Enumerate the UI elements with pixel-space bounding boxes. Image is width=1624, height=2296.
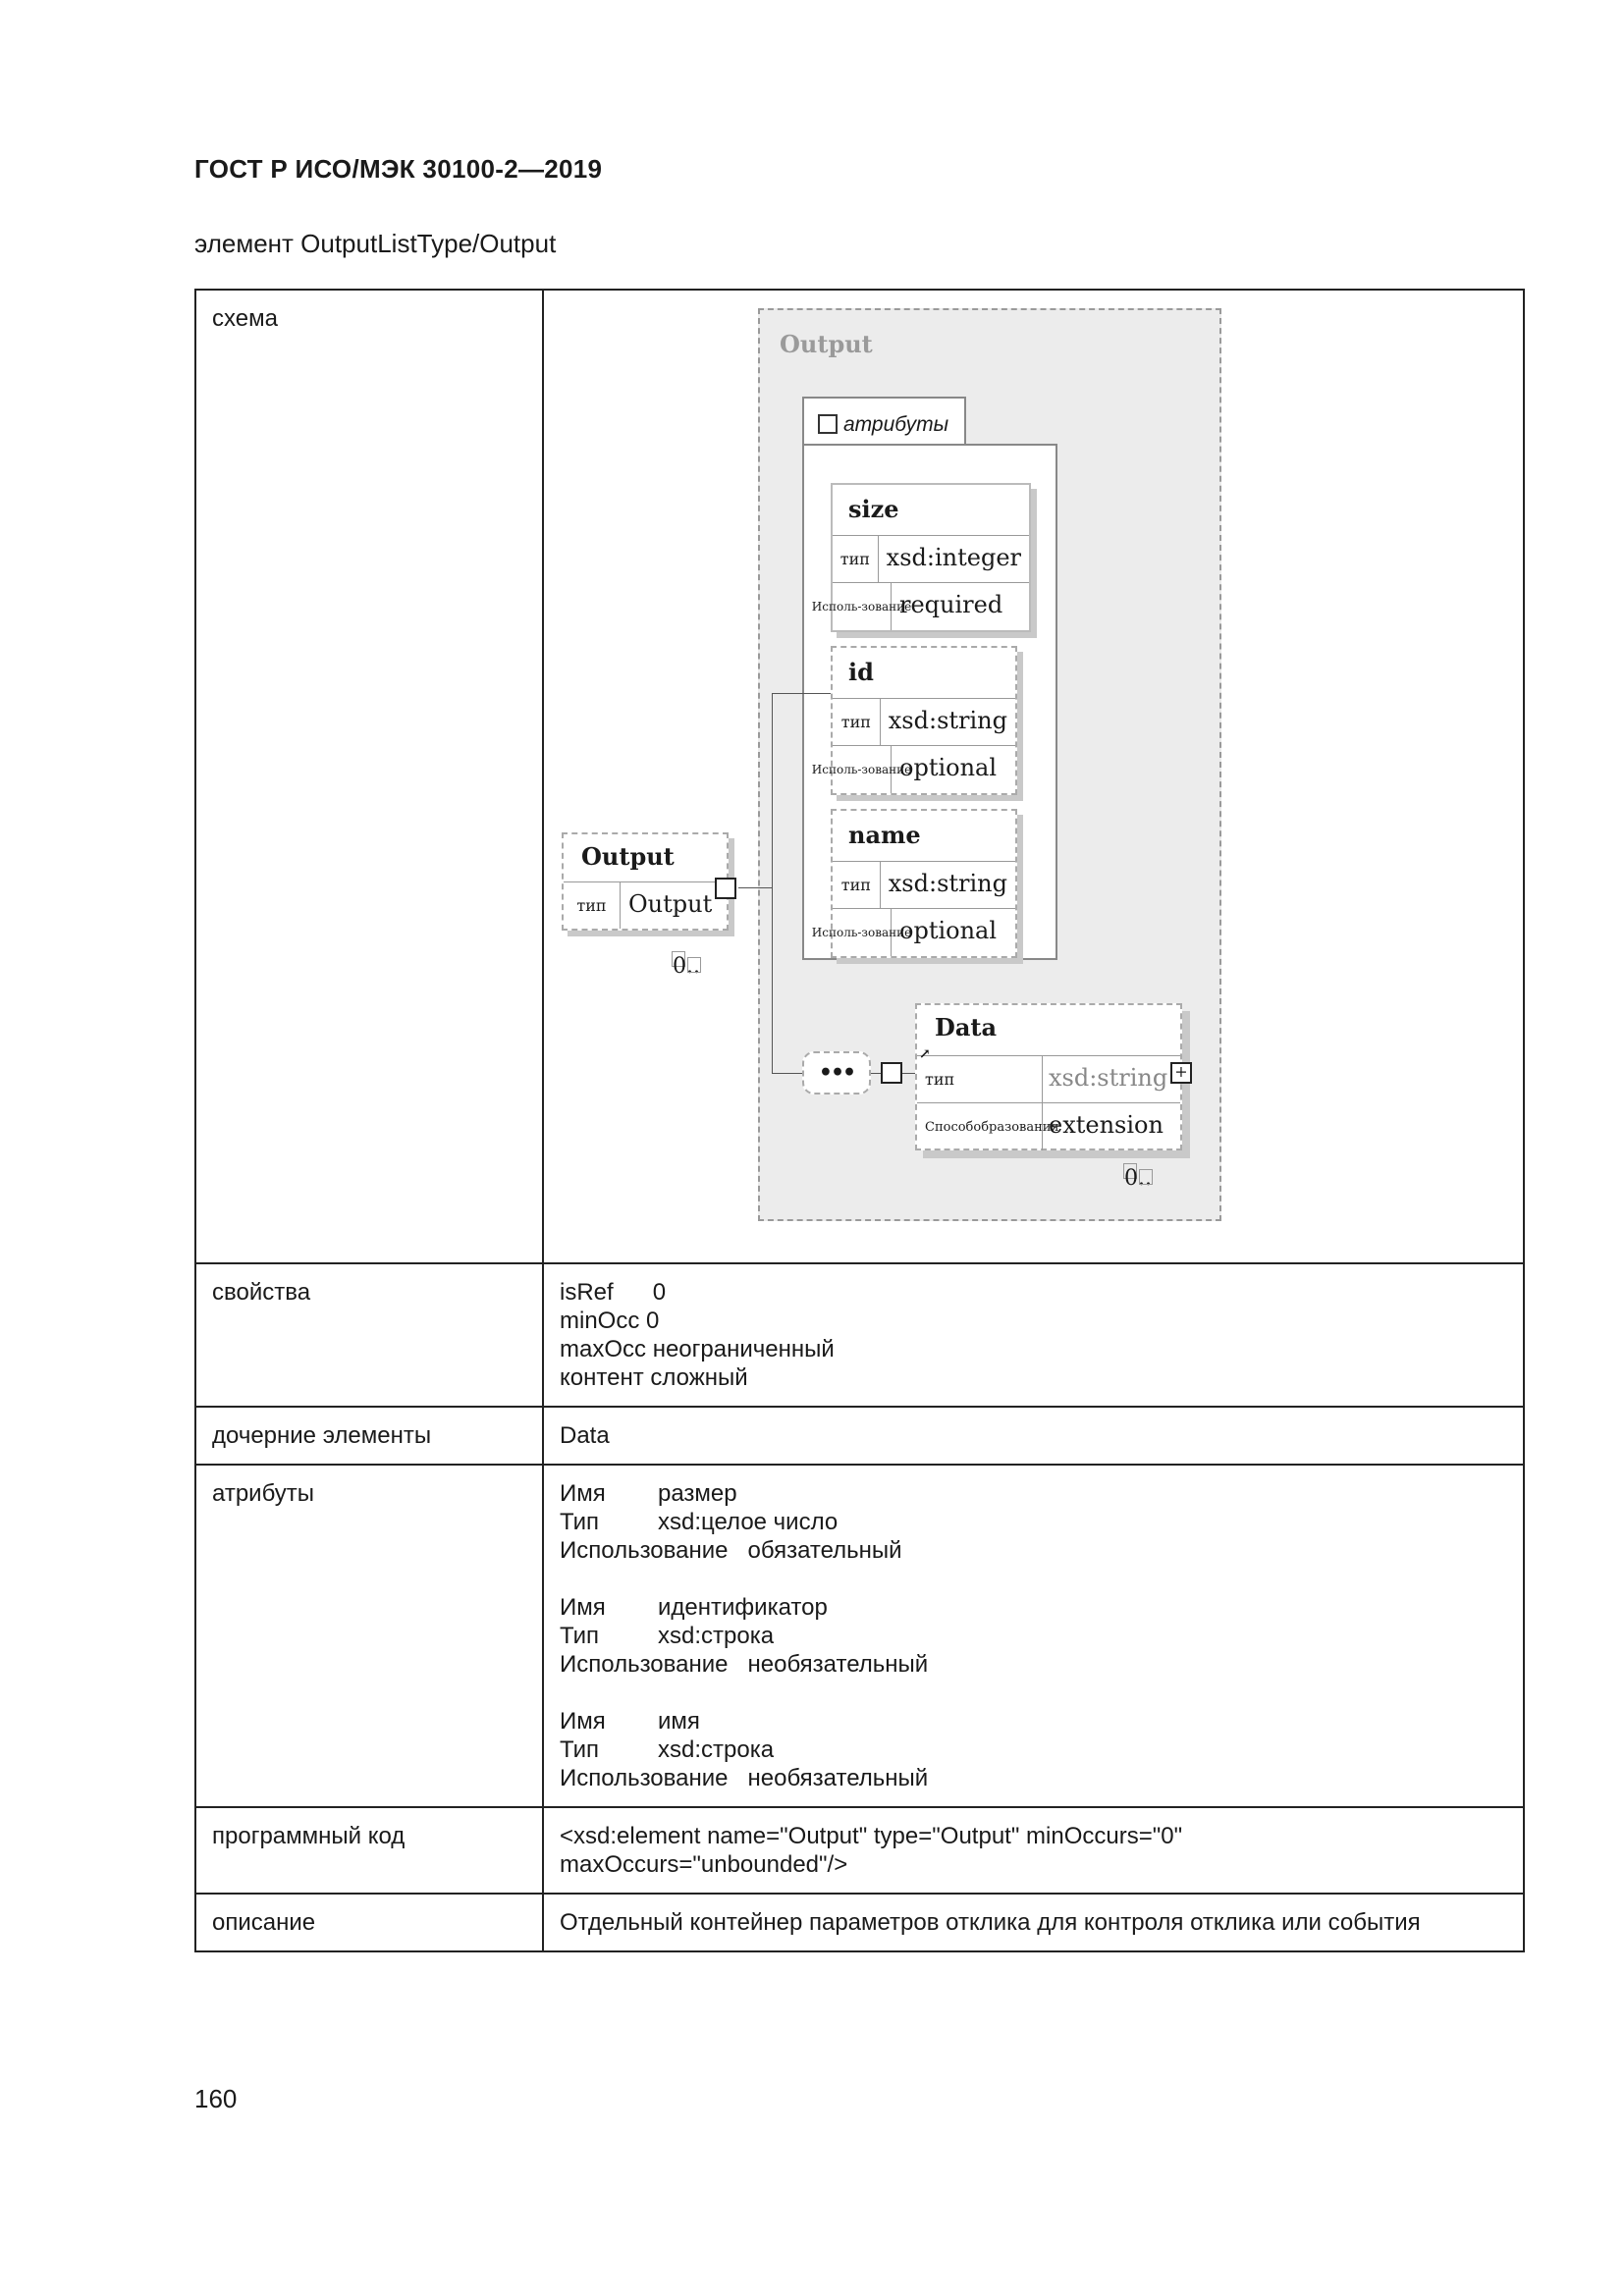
attribute-group: Имя имя Тип xsd:строка Использование необязательный: [560, 1708, 929, 1791]
attr-use-label: Исполь- зование: [833, 583, 892, 630]
attr-use-value: optional: [899, 754, 998, 781]
row-description: [195, 1894, 1524, 1951]
row-children: [195, 1407, 1524, 1465]
attr-name: name: [833, 811, 1015, 862]
schema-cell: [543, 290, 1524, 1263]
code-cell: [543, 1807, 1524, 1894]
attr-type-label: тип: [833, 699, 881, 745]
data-deriv-label: Способ образования: [917, 1103, 1043, 1150]
element-type-value: Output: [628, 890, 713, 918]
attr-name: id: [833, 648, 1015, 699]
element-subtitle: элемент OutputListType/Output: [194, 229, 557, 258]
row-label: программный код: [195, 1807, 543, 1894]
data-occurs: 0..: [1121, 1162, 1153, 1191]
page-number: 160: [194, 2084, 238, 2113]
data-type-label: тип: [917, 1056, 1043, 1102]
attr-type-label: тип: [833, 862, 881, 908]
prop-value: неограниченный: [652, 1336, 835, 1362]
row-label: схема: [195, 290, 543, 1263]
prop-value: 0: [646, 1308, 660, 1334]
row-label: свойства: [195, 1263, 543, 1407]
connector-line: [871, 1073, 881, 1074]
attr-use-value: optional: [899, 917, 998, 944]
prop-value: сложный: [650, 1364, 748, 1391]
code-line: maxOccurs="unbounded"/>: [560, 1851, 848, 1878]
attr-use-label: Исполь- зование: [833, 909, 892, 956]
row-label: атрибуты: [195, 1465, 543, 1807]
output-element-box[interactable]: [562, 832, 729, 931]
attr-name-box: [811, 809, 1017, 958]
element-occurs: 0..: [670, 950, 701, 979]
prop-key: maxOcc: [560, 1336, 647, 1362]
document-header: ГОСТ Р ИСО/МЭК 30100-2—2019: [194, 154, 603, 184]
attributes-tab[interactable]: [802, 397, 966, 446]
row-code: [195, 1807, 1524, 1894]
attribute-group: Имя идентификатор Тип xsd:строка Использование необязательный: [560, 1594, 929, 1678]
data-element-name: Data ↗: [917, 1005, 1180, 1056]
connector-line: [772, 693, 773, 1074]
connector-line: [738, 887, 772, 888]
attr-type-label: тип: [833, 536, 879, 582]
prop-value: 0: [652, 1279, 667, 1306]
row-label: дочерние элементы: [195, 1407, 543, 1465]
data-element-box[interactable]: [915, 1003, 1182, 1150]
attr-type-value: xsd:integer: [886, 544, 1021, 571]
attr-type-value: xsd:string: [888, 870, 1007, 897]
connector-line: [902, 1073, 916, 1074]
sequence-toggle-icon[interactable]: [881, 1062, 902, 1084]
attributes-cell: [543, 1465, 1524, 1807]
prop-key: контент: [560, 1364, 644, 1391]
prop-key: minOcc: [560, 1308, 640, 1334]
attr-size: [811, 483, 1031, 632]
attributes-tab-label: атрибуты: [843, 413, 949, 436]
attribute-group: Имя размер Тип xsd:целое число Использование обязательный: [560, 1480, 902, 1564]
connector-line: [772, 693, 831, 694]
reference-arrow-icon: ↗: [919, 1046, 931, 1062]
attr-id: [811, 646, 1017, 795]
attr-name: size: [833, 485, 1029, 536]
data-deriv-value: extension: [1049, 1111, 1164, 1139]
attr-type-value: xsd:string: [888, 707, 1007, 734]
connector-line: [772, 1073, 803, 1074]
collapse-box-icon: [818, 414, 838, 434]
row-schema: [195, 290, 1524, 1263]
expand-plus-icon[interactable]: +: [1170, 1062, 1192, 1084]
spec-table: [194, 289, 1525, 1952]
sequence-compositor-icon: •••: [802, 1051, 871, 1095]
row-attributes: [195, 1465, 1524, 1807]
data-type-value: xsd:string: [1049, 1064, 1168, 1092]
code-line: <xsd:element name="Output" type="Output" minOccurs="0": [560, 1823, 1183, 1849]
element-name: Output: [581, 842, 675, 871]
attr-use-value: required: [899, 591, 1003, 618]
attr-use-label: Исполь- зование: [833, 746, 892, 793]
row-label: описание: [195, 1894, 543, 1951]
element-type-label: тип: [564, 882, 621, 929]
expand-toggle-icon[interactable]: [715, 878, 736, 899]
prop-key: isRef: [560, 1279, 614, 1306]
children-value: Data: [543, 1407, 1524, 1465]
row-properties: [195, 1263, 1524, 1407]
description-value: Отдельный контейнер параметров отклика для контроля отклика или события: [543, 1894, 1524, 1951]
output-type-title: Output: [780, 330, 873, 358]
schema-diagram: [544, 291, 1513, 1233]
properties-cell: [543, 1263, 1524, 1407]
